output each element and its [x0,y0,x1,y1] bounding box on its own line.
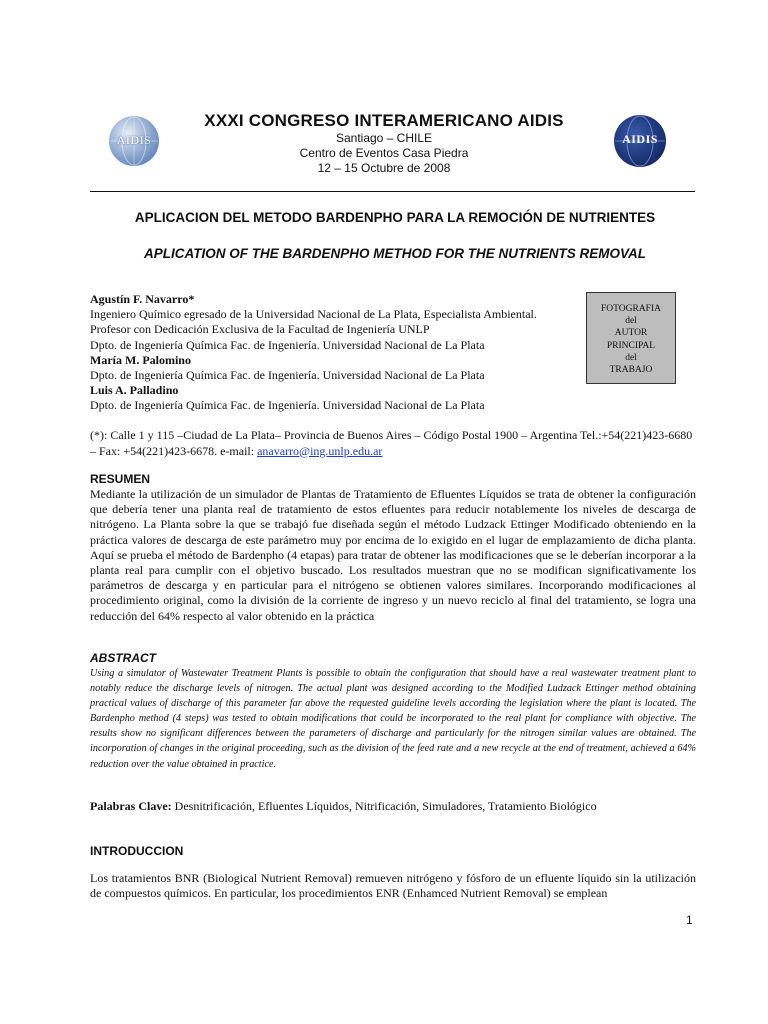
page-number: 1 [686,913,693,927]
keywords-label: Palabras Clave: [90,799,172,813]
author-name: Luis A. Palladino [90,383,179,398]
author-affiliation: Dpto. de Ingeniería Química Fac. de Ingeniería. Universidad Nacional de La Plata [90,337,485,352]
header-divider [90,191,695,192]
abstract-paragraph: Using a simulator of Wastewater Treatment Plants is possible to obtain the configuration that should have a real wastewater treatment plant to notably reduce the discharge levels of nitrogen. The actual plant was designed according to the Modified Ludzack Ettinger method obtaining practical values of discharge of this parameter far above the requested guideline levels according the legislation where the plant is located. The Bardenpho method (4 steps) was tested to obtain modifications that could be incorporated to the real plant for compliance with objective. The results show no significant differences between the parameters of discharge and particularly for the nitrogen similar values are obtained. The incorporation of changes in the original proceeding, such as the division of the feed rate and a new recycle at the end of treatment, achieved a 64% reduction over the value obtained in practice. [90,668,696,770]
author-affiliation: Dpto. de Ingeniería Química Fac. de Ingeniería. Universidad Nacional de La Plata [90,398,485,413]
conference-dates: 12 – 15 Octubre de 2008 [317,161,451,175]
resumen-paragraph: Mediante la utilización de un simulador de Plantas de Tratamiento de Efluentes Líquidos se trata de obtener la configuración que debería tener una planta real de tratamiento de estos efluentes para reducir notablemente los niveles de descarga de nitrógeno. La Planta sobre la que se trabajó fue diseñada según el método Ludzack Ettinger Modificado obteniendo en la práctica valores de descarga de este parámetro muy por encima de lo exigido en el lugar de emplazamiento de dicha planta. Aquí se prueba el método de Bardenpho (4 etapas) para tratar de obtener las modificaciones que se le deberían incorporar a la planta real para cumplir con el objetivo buscado. Los resultados muestran que no se modifican significativamente los parámetros de descarga y en particular para el nitrógeno se obtienen valores similares. Incorporando modificaciones al procedimiento original, como la división de la corriente de ingreso y un nuevo reciclo al final del tratamiento, se logra una reducción del 64% respecto al valor obtenido en la práctica [90,487,696,623]
author-affiliation: Ingeniero Químico egresado de la Universidad Nacional de La Plata, Especialista Ambiental. [90,307,537,322]
author-affiliation: Profesor con Dedicación Exclusiva de la Facultad de Ingeniería UNLP [90,322,430,337]
conference-venue: Centro de Eventos Casa Piedra [299,146,469,160]
paper-title-spanish: APLICACION DEL METODO BARDENPHO PARA LA REMOCIÓN DE NUTRIENTES [134,210,656,225]
contact-text: (*): Calle 1 y 115 –Ciudad de La Plata– Provincia de Buenos Aires – Código Postal 1900 – Argentina Tel.:+54(221)423-6680 – Fax: +54(221)423-6678. e-mail: [90,428,693,458]
photo-label-line: AUTOR [614,328,648,339]
conference-city: Santiago – CHILE [335,131,433,145]
abstract-heading: ABSTRACT [90,651,156,665]
logo-text: AIDIS [622,132,658,146]
photo-label-line: PRINCIPAL [606,340,656,351]
author-list [90,292,580,414]
email-link[interactable]: anavarro@ing.unlp.edu.ar [257,443,383,458]
author-name: Agustín F. Navarro* [90,292,195,306]
author-name: María M. Palomino [90,352,191,367]
photo-label-line: del [625,352,637,363]
author-affiliation: Dpto. de Ingeniería Química Fac. de Ingeniería. Universidad Nacional de La Plata [90,368,485,383]
logo-text: AIDIS [116,133,152,147]
contact-info [90,428,696,459]
keywords-values: Desnitrificación, Efluentes Líquidos, Nitrificación, Simuladores, Tratamiento Biológico [171,799,597,813]
paper-title-english: APLICATION OF THE BARDENPHO METHOD FOR THE NUTRIENTS REMOVAL [144,246,646,261]
author-photo-placeholder [586,292,676,384]
introduccion-heading: INTRODUCCION [90,844,184,858]
resumen-heading: RESUMEN [90,472,151,486]
photo-label-line: FOTOGRAFIA [600,304,661,314]
conference-title: XXXI CONGRESO INTERAMERICANO AIDIS [204,111,564,130]
photo-label-line: TRABAJO [609,365,653,376]
introduccion-paragraph: Los tratamientos BNR (Biological Nutrient Removal) remueven nitrógeno y fósforo de un efluente líquido sin la utilización de compuestos químicos. En particular, los procedimientos ENR (Enhamced Nutrient Removal) se emplean [90,871,696,901]
keywords-line [90,799,710,814]
photo-label-line: del [625,316,637,327]
